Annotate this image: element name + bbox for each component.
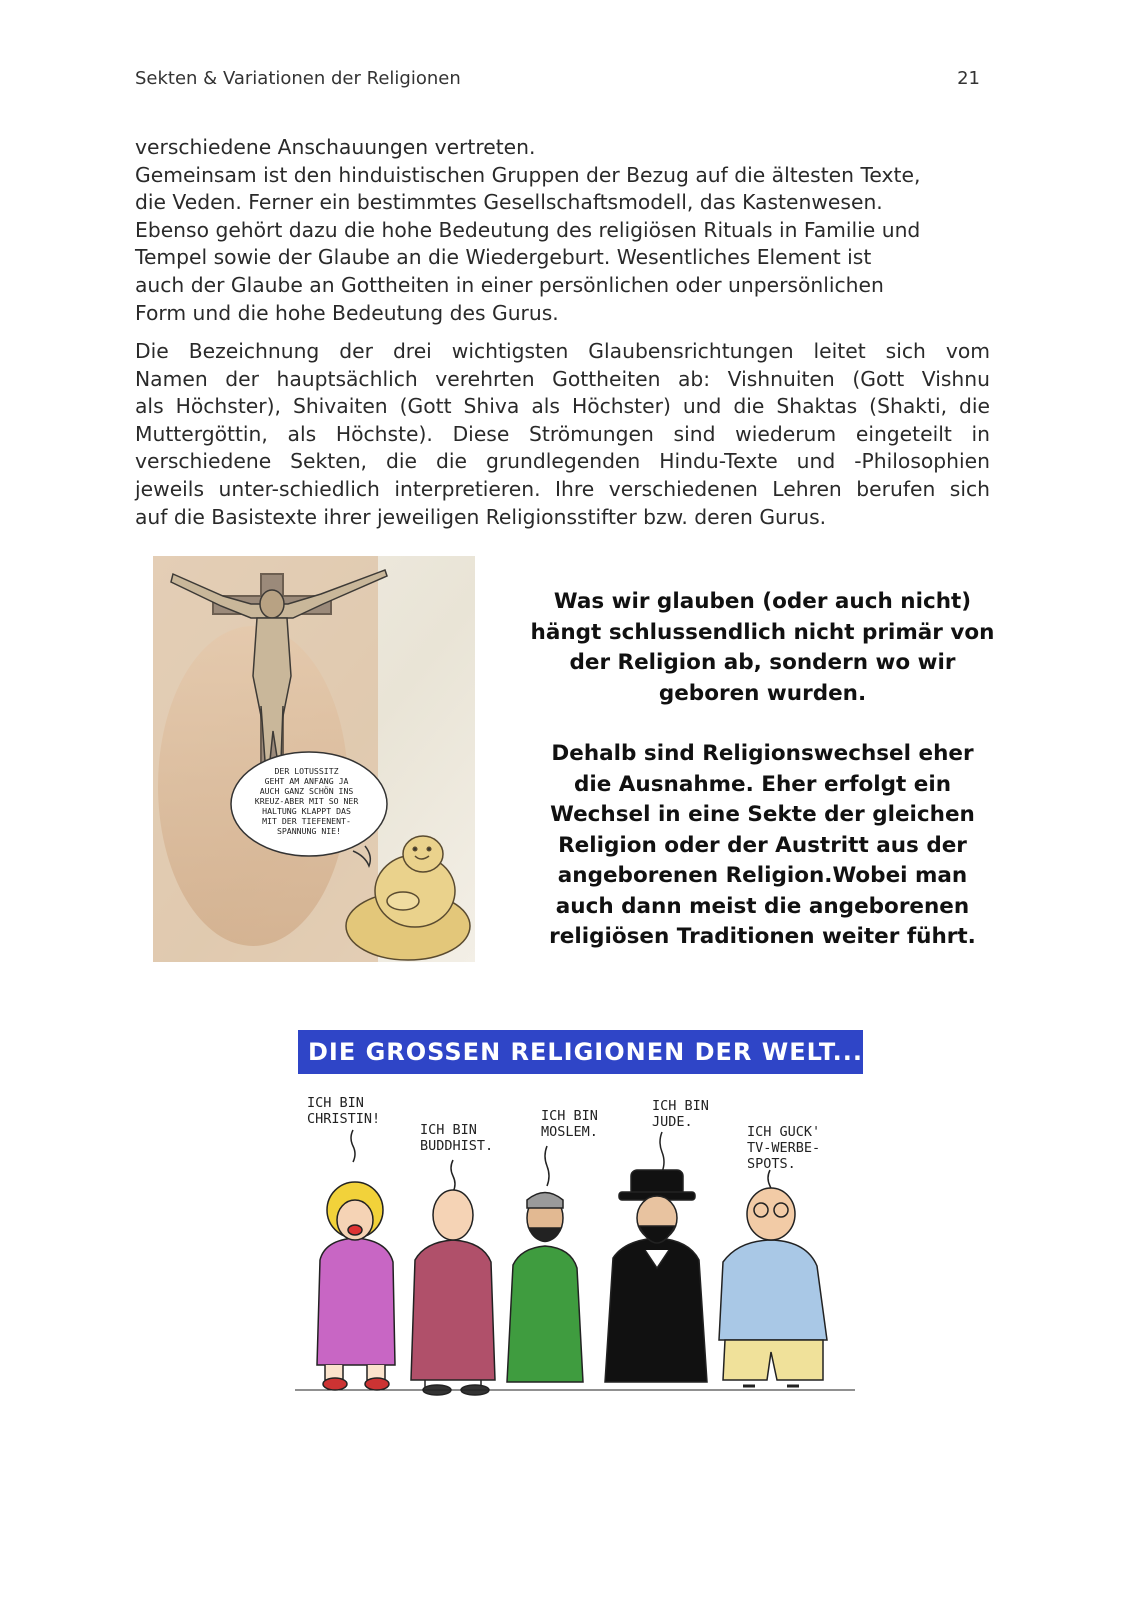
religions-banner [298,1030,863,1074]
page-header [135,68,980,89]
quote-block-2 [530,739,995,953]
text-line: die Veden. Ferner ein bestimmtes Gesellschaftsmodell, das Kastenwesen. [135,190,883,215]
speech-line: ICH BIN [420,1122,477,1138]
bubble-text [255,766,363,836]
speech-line: ICH BIN [652,1098,709,1114]
speech-line: SPOTS. [747,1156,796,1172]
bubble-line: HALTUNG KLAPPT DAS [262,806,351,816]
text-line: auf die Basistexte ihrer jeweiligen Religionsstifter bzw. deren Gurus. [135,504,827,529]
text-line: Tempel sowie der Glaube an die Wiedergeburt. Wesentliches Element ist [135,245,872,270]
text-line: Die Bezeichnung der drei wichtigsten Glaubensrichtungen leitet sich vom [135,339,990,363]
quote-line: der Religion ab, sondern wo wir [569,650,956,675]
bubble-line: AUCH GANZ SCHÖN INS [259,786,354,796]
text-line: Ebenso gehört dazu die hohe Bedeutung des religiösen Rituals in Familie und [135,217,921,242]
quote-line: Was wir glauben (oder auch nicht) [553,589,972,614]
figure-jude [605,1170,707,1382]
cartoon-world-religions [295,1090,855,1410]
banner-title: DIE GROSSEN RELIGIONEN DER WELT... [308,1038,863,1066]
figure-tv [719,1188,827,1386]
bubble-line: MIT DER TIEFENENT- [262,816,351,826]
bubble-line: DER LOTUSSITZ [274,766,339,776]
quote-line: Religion oder der Austritt aus der [558,832,967,858]
text-line: Namen der hauptsächlich verehrten Gottheiten ab: Vishnuiten (Gott Vishnu [135,366,990,391]
speech-line: JUDE. [652,1114,693,1130]
quote-line: religiösen Traditionen weiter führt. [549,924,976,949]
quote-line: angeborenen Religion.Wobei man [557,863,968,888]
bubble-line: GEHT AM ANFANG JA [264,776,349,786]
speech-line: ICH GUCK' [747,1124,821,1140]
text-line: verschiedene Anschauungen vertreten. [135,135,536,159]
figure-christin [317,1182,395,1390]
text-line: verschiedene Sekten, die die grundlegenden Hindu-Texte und -Philosophien [135,449,990,474]
speech-line: TV-WERBE- [747,1140,821,1156]
paragraph-glaubensrichtungen [135,338,990,531]
quote-line: auch dann meist die angeborenen [555,893,970,919]
cartoon-lotus-illustration [153,556,475,962]
speech-pointers [351,1130,772,1202]
text-line: als Höchster), Shivaiten (Gott Shiva als Höchster) und die Shaktas (Shakti, die [135,394,990,419]
header-title: Sekten & Variationen der Religionen [135,68,461,89]
cartoon-lotus-crucifix [153,556,475,962]
text-line: jeweils unter-schiedlich interpretieren. Ihre verschiedenen Lehren berufen sich [135,476,990,501]
figure-moslem [507,1193,583,1383]
text-line: Form und die hohe Bedeutung des Gurus. [135,300,559,325]
paragraph-hindu-groups [135,134,990,327]
speech-line: BUDDHIST. [420,1138,494,1154]
bubble-line: SPANNUNG NIE! [276,826,342,836]
text-line: Muttergöttin, als Höchste). Diese Strömungen sind wiederum eingeteilt in [135,421,990,446]
quote-line: Dehalb sind Religionswechsel eher [551,741,974,766]
text-line: Gemeinsam ist den hinduistischen Gruppen der Bezug auf die ältesten Texte, [135,162,921,187]
speech-line: CHRISTIN! [307,1111,381,1127]
page-number: 21 [957,68,980,89]
quote-block-1 [530,587,995,709]
bubble-line: KREUZ-ABER MIT SO NER [254,796,359,806]
speech-line: ICH BIN [541,1108,598,1124]
characters-illustration [295,1090,855,1410]
speech-line: ICH BIN [307,1095,364,1111]
speech-line: MOSLEM. [541,1124,598,1140]
quote-line: die Ausnahme. Eher erfolgt ein [573,771,952,797]
quote-line: hängt schlussendlich nicht primär von [530,619,995,645]
quote-line: geboren wurden. [658,680,867,706]
quote-line: Wechsel in eine Sekte der gleichen [550,802,975,827]
text-line: auch der Glaube an Gottheiten in einer persönlichen oder unpersönlichen [135,272,884,297]
figure-buddhist [411,1190,495,1395]
